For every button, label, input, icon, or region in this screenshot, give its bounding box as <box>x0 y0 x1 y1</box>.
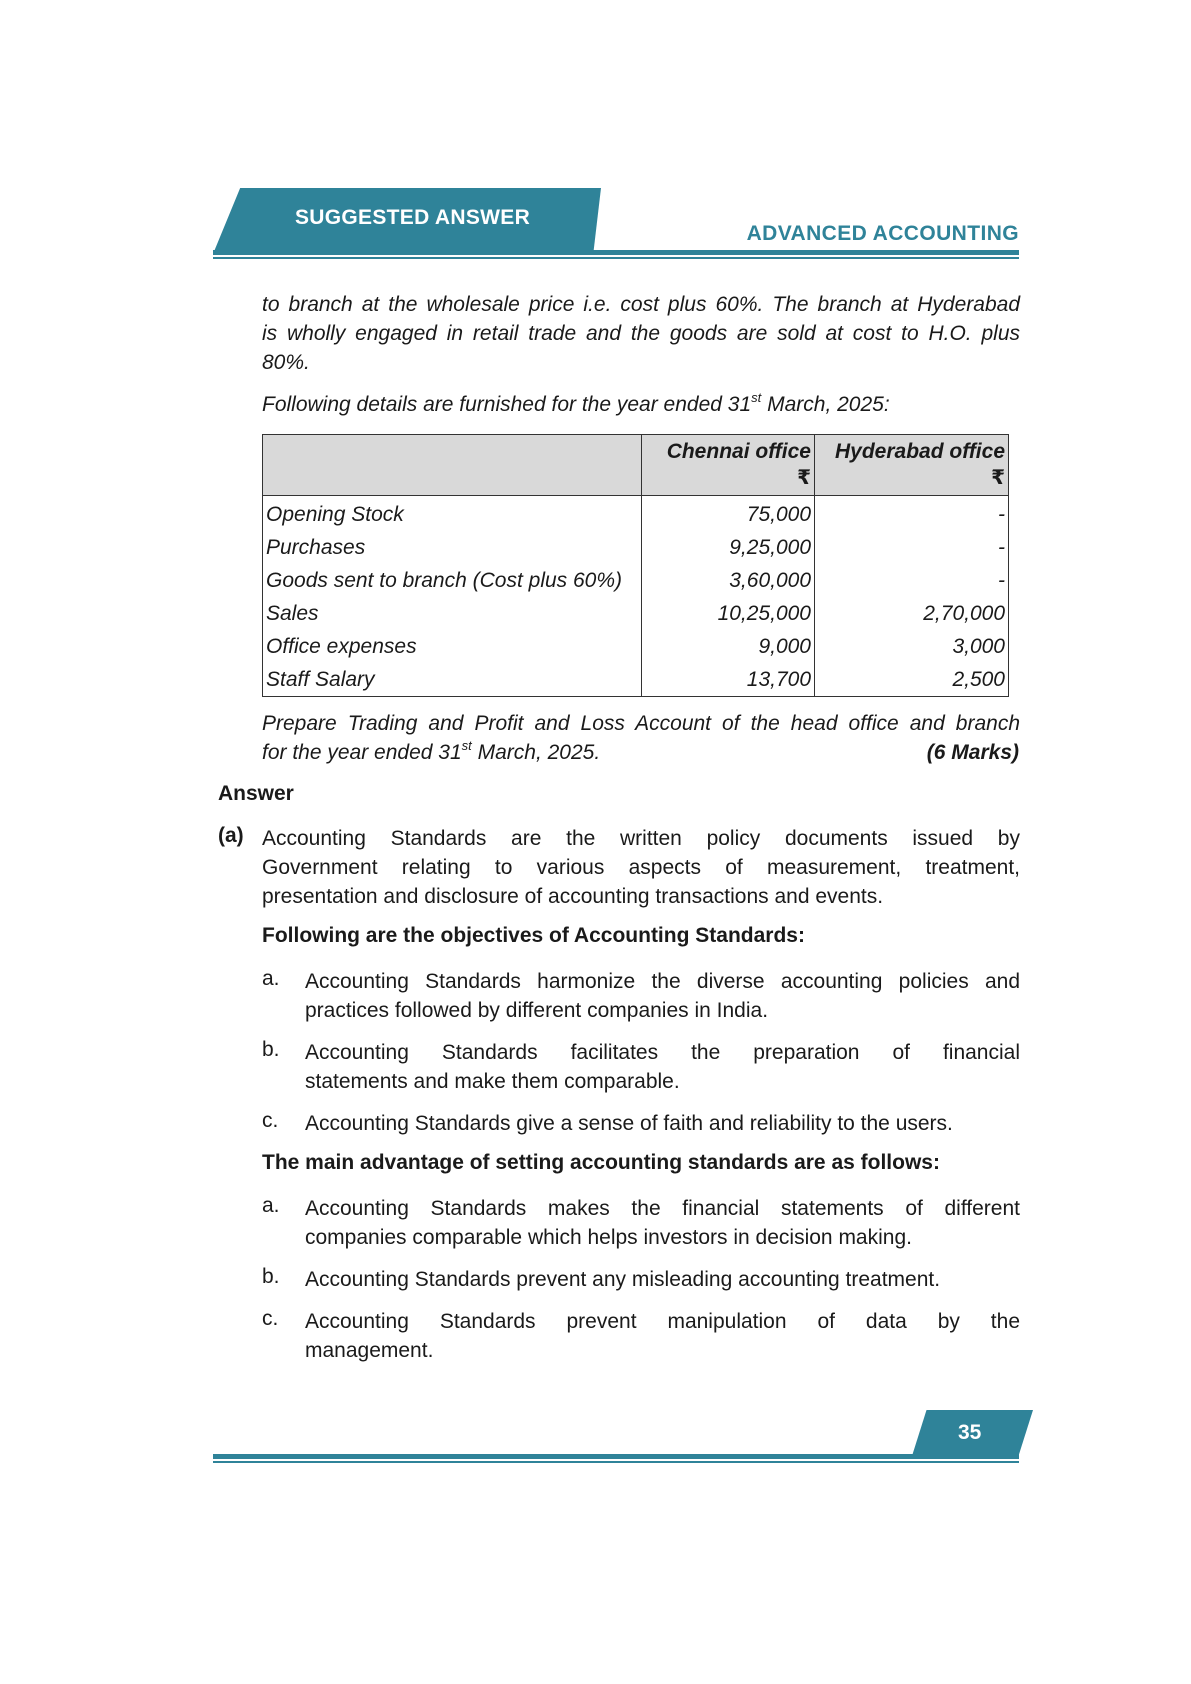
answer-para-line-3: presentation and disclosure of accounting transactions and events. <box>262 885 884 908</box>
answer-para-line-1: Accounting Standards are the written policy documents issued by <box>262 827 1020 850</box>
chennai-value: 13,700 <box>642 663 815 697</box>
row-label: Opening Stock <box>263 496 642 532</box>
list-marker: a. <box>262 1194 280 1217</box>
part-label: (a) <box>218 824 244 847</box>
hyderabad-value: 2,500 <box>815 663 1009 697</box>
question-line-1: to branch at the wholesale price i.e. cost plus 60%. The branch at Hyderabad <box>262 293 1020 316</box>
objectives-heading: Following are the objectives of Accounting Standards: <box>262 924 805 947</box>
table-header-hyderabad: Hyderabad office ₹ <box>815 435 1009 496</box>
rupee-icon: ₹ <box>991 467 1005 489</box>
list-marker: c. <box>262 1307 279 1330</box>
table-row <box>263 496 1009 532</box>
table-row <box>263 564 1009 597</box>
list-marker: c. <box>262 1109 279 1132</box>
table-row <box>263 531 1009 564</box>
row-label: Staff Salary <box>263 663 642 697</box>
table-row <box>263 597 1009 630</box>
hyderabad-value: 3,000 <box>815 630 1009 663</box>
subject-title: ADVANCED ACCOUNTING <box>746 222 1019 245</box>
rupee-icon: ₹ <box>797 467 811 489</box>
hyderabad-value: 2,70,000 <box>815 597 1009 630</box>
list-item: statements and make them comparable. <box>305 1070 680 1093</box>
list-item: management. <box>305 1339 434 1362</box>
chennai-value: 10,25,000 <box>642 597 815 630</box>
chennai-value: 75,000 <box>642 496 815 532</box>
table-header-blank <box>263 435 642 496</box>
instruction-line-2: for the year ended 31st March, 2025. <box>262 738 601 764</box>
table-header-chennai: Chennai office ₹ <box>642 435 815 496</box>
list-item: practices followed by different companies in India. <box>305 999 769 1022</box>
hyderabad-value: - <box>815 564 1009 597</box>
advantages-heading: The main advantage of setting accounting standards are as follows: <box>262 1151 940 1174</box>
table-row <box>263 663 1009 697</box>
header-rule-thin <box>213 257 1019 259</box>
row-label: Purchases <box>263 531 642 564</box>
row-label: Office expenses <box>263 630 642 663</box>
footer-rule <box>213 1454 1019 1459</box>
footer-rule-thin <box>213 1461 1019 1463</box>
details-table <box>262 434 1009 697</box>
list-item: Accounting Standards prevent any misleading accounting treatment. <box>305 1268 941 1291</box>
question-line-3: 80%. <box>262 351 310 374</box>
list-marker: b. <box>262 1265 280 1288</box>
table-row <box>263 630 1009 663</box>
list-item: Accounting Standards prevent manipulation of data by the <box>305 1310 1020 1333</box>
list-item: Accounting Standards give a sense of faith and reliability to the users. <box>305 1112 953 1135</box>
question-line-2: is wholly engaged in retail trade and the goods are sold at cost to H.O. plus <box>262 322 1020 345</box>
row-label: Sales <box>263 597 642 630</box>
list-item: Accounting Standards facilitates the preparation of financial <box>305 1041 1020 1064</box>
list-item: Accounting Standards makes the financial statements of different <box>305 1197 1020 1220</box>
chennai-value: 3,60,000 <box>642 564 815 597</box>
chennai-value: 9,000 <box>642 630 815 663</box>
hyderabad-value: - <box>815 496 1009 532</box>
table-header-row <box>263 435 1009 496</box>
chennai-value: 9,25,000 <box>642 531 815 564</box>
list-marker: a. <box>262 967 280 990</box>
header-tab-label: SUGGESTED ANSWER <box>295 206 531 229</box>
page-number: 35 <box>958 1421 982 1444</box>
answer-para-line-2: Government relating to various aspects of measurement, treatment, <box>262 856 1020 879</box>
details-intro: Following details are furnished for the year ended 31st March, 2025: <box>262 390 890 416</box>
row-label: Goods sent to branch (Cost plus 60%) <box>263 564 642 597</box>
list-marker: b. <box>262 1038 280 1061</box>
list-item: Accounting Standards harmonize the diverse accounting policies and <box>305 970 1020 993</box>
list-item: companies comparable which helps investors in decision making. <box>305 1226 912 1249</box>
marks-label: (6 Marks) <box>926 741 1019 764</box>
instruction-line-1: Prepare Trading and Profit and Loss Account of the head office and branch <box>262 712 1020 735</box>
answer-heading: Answer <box>218 782 294 805</box>
header-rule <box>213 250 1019 255</box>
hyderabad-value: - <box>815 531 1009 564</box>
